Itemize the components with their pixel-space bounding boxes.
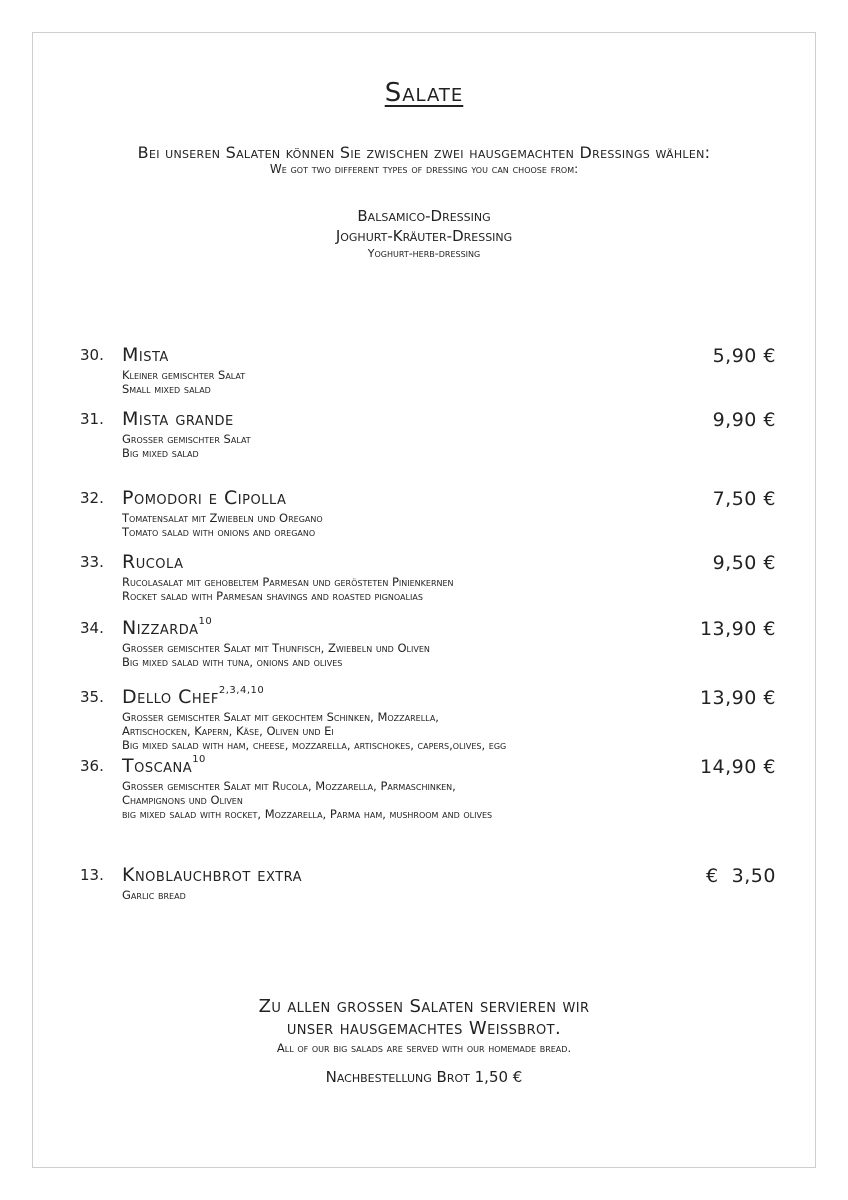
item-desc-en: Big mixed salad with tuna, onions and olives [122,655,343,669]
item-number: 35. [80,688,104,706]
item-desc-de: Kleiner gemischter Salat [122,368,246,382]
item-desc-de: Tomatensalat mit Zwiebeln und Oregano [122,511,323,525]
allergen-note: 10 [192,754,206,765]
item-price: 13,90 € [699,687,776,709]
item-number: 36. [80,757,104,775]
intro-text-en: We got two different types of dressing you can choose from: [269,162,579,176]
item-name: Dello Chef$^{2,3,4,10}$ [122,685,265,708]
item-number: 33. [80,553,104,571]
item-number: 30. [80,346,104,364]
dressing-joghurt-en: Yoghurt-herb-dressing [367,247,481,260]
item-desc-de: Rucolasalat mit gehobeltem Parmesan und gerösteten Pinienkernen [122,575,454,589]
item-number: 34. [80,619,104,637]
item-price: 9,90 € [712,409,776,431]
item-price: 9,50 € [712,552,776,574]
allergen-note: 10 [198,616,213,627]
item-number: 32. [80,489,104,507]
item-desc-de: Grosser gemischter Salat mit Thunfisch, Zwiebeln und Oliven [122,641,430,655]
item-desc-en: Rocket salad with Parmesan shavings and roasted pignoalias [122,589,423,603]
item-desc-en: big mixed salad with rocket, Mozzarella, Parma ham, mushroom and olives [122,807,493,821]
item-price: 5,90 € [712,345,776,367]
dressing-balsamico: Balsamico-Dressing [357,207,491,225]
item-name: Toscana$^{10}$ [122,754,206,777]
footer-reorder-note: Nachbestellung Brot 1,50 € [325,1068,523,1086]
item-desc-en: Big mixed salad with ham, cheese, mozzarella, artischokes, capers,olives, egg [122,738,507,752]
item-desc-en: Tomato salad with onions and oregano [122,525,316,539]
item-desc-en: Small mixed salad [122,382,211,396]
item-desc-de: Grosser gemischter Salat mit Rucola, Mozzarella, Parmaschinken, [122,779,456,793]
item-name: Nizzarda$^{10}$ [122,616,213,639]
item-price: 13,90 € [699,618,776,640]
item-desc-de-2: Artischocken, Kapern, Käse, Oliven und Ei [122,724,334,738]
item-name: Pomodori e Cipolla [122,487,287,509]
item-desc-en: Garlic bread [122,888,186,902]
page-title: Salate [384,78,464,108]
item-price: € 3,50 [706,865,776,887]
item-number: 31. [80,410,104,428]
item-name: Rucola [122,551,184,573]
footer-bread-note [32,996,816,1040]
item-desc-de: Grosser gemischter Salat mit gekochtem Schinken, Mozzarella, [122,710,439,724]
item-desc-de-2: Champignons und Oliven [122,793,243,807]
intro-text-de: Bei unseren Salaten können Sie zwischen zwei hausgemachten Dressings wählen: [137,143,711,162]
item-desc-en: Big mixed salad [122,446,199,460]
item-price: 14,90 € [699,756,776,778]
item-name: Mista [122,344,169,366]
item-name: Knoblauchbrot extra [122,864,303,886]
item-number: 13. [80,866,104,884]
footer-bread-note-en: All of our big salads are served with our homemade bread. [276,1041,572,1055]
dressing-joghurt: Joghurt-Kräuter-Dressing [335,227,513,245]
footer-line-1: Zu allen grossen Salaten servieren wir [258,996,590,1017]
allergen-note: 2,3,4,10 [218,685,265,696]
item-price: 7,50 € [712,488,776,510]
footer-line-2: unser hausgemachtes Weissbrot. [286,1018,562,1039]
item-desc-de: Grosser gemischter Salat [122,432,251,446]
item-name: Mista grande [122,408,234,430]
